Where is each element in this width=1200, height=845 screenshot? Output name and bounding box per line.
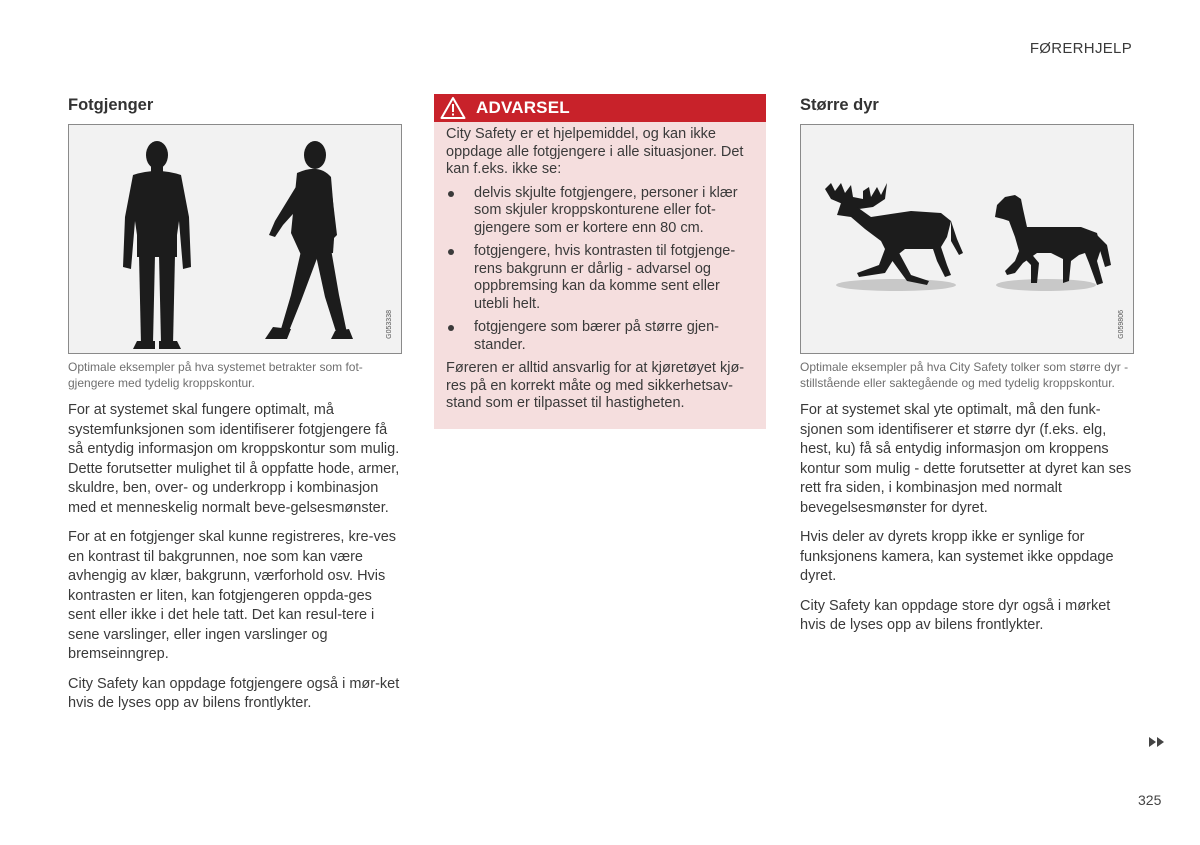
large-animals-paragraph-2: Hvis deler av dyrets kropp ikke er synlige for funksjonens kamera, kan systemet ikke oppdage dyret.: [800, 529, 1114, 584]
bullet-icon: [448, 325, 454, 331]
large-animals-figure: [800, 124, 1134, 354]
moose-silhouette: [825, 183, 963, 285]
warning-bullet: delvis skjulte fotgjengere, personer i klær som skjuler kroppskonturene eller fot-gjengere som er kortere enn 80 cm.: [446, 185, 754, 238]
pedestrian-paragraph-1: For at systemet skal fungere optimalt, må systemfunksjonen som identifiserer fotgjengere få så entydig informasjon om kroppskontur som mulig. Dette forutsetter mulighet til å oppfatte hode, armer, skuldre, ben, over- og underkropp i kombinasjon med et menneskelig normalt beve-gelsesmønster.: [68, 402, 400, 516]
pedestrian-silhouettes: [69, 125, 401, 353]
page-number: 325: [1138, 792, 1162, 808]
pedestrian-paragraph-2: For at en fotgjenger skal kunne registreres, kre-ves en kontrast til bakgrunnen, noe som kan være avhengig av klær, bakgrunn, værforhold osv. Hvis kontrasten er liten, kan fotgjengeren oppda-ges sent eller ikke i det hele tatt. Det kan resul-tere i sene varslinger, eller ingen varslinger og bremseinngrep.: [68, 529, 397, 662]
horse-silhouette: [995, 195, 1111, 285]
animal-silhouettes: [801, 125, 1133, 353]
large-animals-section: [800, 94, 1134, 646]
warning-bullet: fotgjengere som bærer på større gjen-stander.: [446, 319, 754, 354]
warning-bullet: fotgjengere, hvis kontrasten til fotgjenge-rens bakgrunn er dårlig - advarsel og oppbremsing kan da komme sent eller utebli helt.: [446, 243, 754, 313]
warning-intro: City Safety er et hjelpemiddel, og kan ikke oppdage alle fotgjengere i alle situasjoner. Det kan f.eks. ikke se:: [446, 126, 744, 177]
walking-man-silhouette: [265, 141, 353, 339]
warning-header: [434, 94, 766, 122]
pedestrian-heading: Fotgjenger: [68, 96, 154, 114]
large-animals-paragraph-3: City Safety kan oppdage store dyr også i mørket hvis de lyses opp av bilens frontlykter.: [800, 597, 1111, 633]
pedestrian-caption: Optimale eksempler på hva systemet betrakter som fot-gjengere med tydelig kroppskontur.: [68, 360, 363, 390]
figure-code: G059806: [1118, 310, 1125, 339]
figure-code: G053338: [386, 310, 393, 339]
double-arrow-right-icon[interactable]: [1148, 736, 1166, 750]
warning-title: ADVARSEL: [476, 98, 570, 117]
bullet-icon: [448, 191, 454, 197]
warning-outro: Føreren er alltid ansvarlig for at kjøretøyet kjø-res på en korrekt måte og med sikkerhetsav-stand som er tilpasset til hastigheten.: [446, 360, 745, 411]
large-animals-caption: Optimale eksempler på hva City Safety tolker som større dyr - stillstående eller saktegående og med tydelig kroppskontur.: [800, 360, 1129, 390]
standing-man-silhouette: [123, 141, 191, 349]
pedestrian-section: [68, 94, 402, 724]
warning-list: [446, 185, 754, 355]
section-title: FØRERHJELP: [1029, 40, 1132, 57]
pedestrian-paragraph-3: City Safety kan oppdage fotgjengere også i mør-ket hvis de lyses opp av bilens frontlykter.: [68, 675, 400, 711]
large-animals-heading: Større dyr: [800, 96, 879, 114]
warning-box: [434, 94, 766, 429]
large-animals-paragraph-1: For at systemet skal yte optimalt, må den funk-sjonen som identifiserer et større dyr (f.eks. elg, hest, ku) få så entydig informasjon om kroppens kontur som mulig - dette forutsetter at dyret kan ses rett fra siden, i kombinasjon med normalt bevegelsesmønster for dyret.: [800, 402, 1132, 516]
warning-triangle-icon: [440, 96, 466, 120]
bullet-icon: [448, 249, 454, 255]
pedestrian-figure: [68, 124, 402, 354]
